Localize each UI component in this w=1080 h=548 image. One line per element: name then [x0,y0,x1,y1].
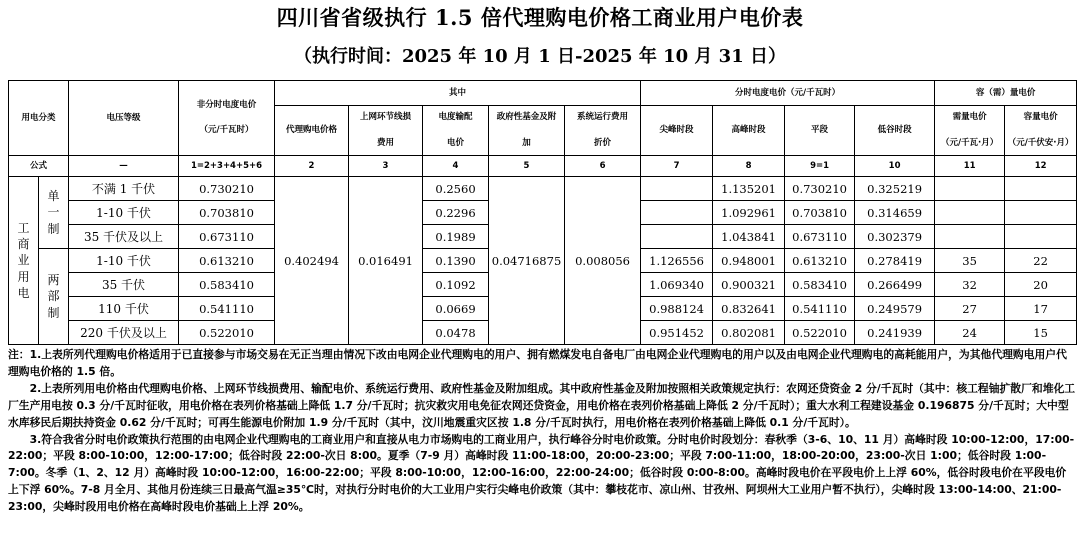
transmission-cell: 0.2296 [423,201,489,225]
flat-cell: 0.730210 [785,177,855,201]
voltage-level-cell: 1-10 千伏 [69,249,179,273]
dual-char: 制 [47,305,60,320]
peak-top-cell [641,225,713,249]
peak-cell: 0.900321 [713,273,785,297]
valley-cell: 0.278419 [855,249,935,273]
header-peak: 高峰时段 [713,106,785,156]
notes-section [8,347,1076,516]
header-system-cost [565,106,641,156]
formula-cell: 10 [855,156,935,177]
flat-cell: 0.673110 [785,225,855,249]
flat-cell: 0.583410 [785,273,855,297]
peak-cell: 1.092961 [713,201,785,225]
note-2: 2.上表所列用电价格由代理购电价格、上网环节线损费用、输配电价、系统运行费用、政府性基金及附加组成。其中政府性基金及附加按照相关政策规定执行：农网还贷资金 2 分/千瓦时（其中：核工程铀扩散厂和堆化工厂生产用电按 0.3 分/千瓦时征收，用电价格在表列价格基础上降低 1.7 分/千瓦时；抗灾救灾用电免征农网还贷资金，用电价格在表列价格基础上降低 2 分/千瓦时）；重大水利工程建设基金 0.196875 分/千瓦时；大中型水库移民后期扶持资金 0.62 分/千瓦时；可再生能源电价附加 1.9 分/千瓦时（其中，汶川地震重灾区按 1.8 分/千瓦时执行，用电价格在表列价格基础上降低 0.1 分/千瓦时）。 [8,381,1076,429]
header-transmission [423,106,489,156]
single-char: 单 [47,189,60,204]
category-char: 商 [17,237,30,252]
transmission-cell: 0.1390 [423,249,489,273]
demand-cell: 32 [935,273,1005,297]
header-cap-line2: （元/千伏安·月） [1007,137,1074,148]
single-part-label [39,177,69,249]
category-char: 业 [17,253,30,268]
non-tou-cell: 0.522010 [179,321,275,345]
voltage-level-cell: 110 千伏 [69,297,179,321]
demand-cell [935,201,1005,225]
header-system-cost-line2: 折价 [594,137,612,148]
proxy-price-cell: 0.402494 [275,177,349,345]
formula-cell: — [69,156,179,177]
transmission-cell: 0.2560 [423,177,489,201]
header-transmission-line2: 电价 [447,137,465,148]
formula-cell: 5 [489,156,565,177]
header-grid-loss-line1: 上网环节线损 [360,112,412,123]
header-capacity: 容（需）量电价 [935,81,1077,106]
voltage-level-cell: 35 千伏 [69,273,179,297]
capacity-cell: 15 [1005,321,1077,345]
peak-top-cell: 1.126556 [641,249,713,273]
non-tou-cell: 0.541110 [179,297,275,321]
capacity-cell: 17 [1005,297,1077,321]
flat-cell: 0.541110 [785,297,855,321]
non-tou-cell: 0.703810 [179,201,275,225]
header-proxy-price: 代理购电价格 [275,106,349,156]
header-demand-line1: 需量电价 [952,112,987,123]
header-cap [1005,106,1077,156]
capacity-cell [1005,225,1077,249]
peak-top-cell: 0.951452 [641,321,713,345]
header-demand [935,106,1005,156]
formula-row [9,156,1077,177]
voltage-level-cell: 不满 1 千伏 [69,177,179,201]
formula-cell: 11 [935,156,1005,177]
note-1: 注：1.上表所列代理购电价格适用于已直接参与市场交易在无正当理由情况下改由电网企业代理购电的用户、拥有燃煤发电自备电厂由电网企业代理购电的用户以及由电网企业代理购电的高耗能用户，为其他代理购电用户代理购电价格的 1.5 倍。 [8,348,1067,378]
transmission-cell: 0.0669 [423,297,489,321]
valley-cell: 0.241939 [855,321,935,345]
peak-top-cell [641,201,713,225]
table-row [9,177,1077,201]
header-gov-fund [489,106,565,156]
header-among: 其中 [275,81,641,106]
voltage-level-cell: 35 千伏及以上 [69,225,179,249]
price-table [8,80,1077,345]
peak-top-cell: 0.988124 [641,297,713,321]
header-peak-top: 尖峰时段 [641,106,713,156]
header-cap-line1: 容量电价 [1023,112,1058,123]
category-label [9,177,39,345]
header-demand-line2: （元/千瓦·月） [940,137,999,148]
single-char: 制 [47,221,60,236]
dual-char: 两 [47,273,60,288]
header-gov-fund-line2: 加 [522,137,531,148]
demand-cell [935,177,1005,201]
header-grid-loss [349,106,423,156]
formula-cell: 4 [423,156,489,177]
formula-cell: 8 [713,156,785,177]
non-tou-cell: 0.613210 [179,249,275,273]
category-char: 电 [17,285,30,300]
header-tou-price: 分时电度电价（元/千瓦时） [641,81,935,106]
transmission-cell: 0.0478 [423,321,489,345]
header-grid-loss-line2: 费用 [377,137,395,148]
grid-loss-cell: 0.016491 [349,177,423,345]
formula-cell: 6 [565,156,641,177]
demand-cell: 24 [935,321,1005,345]
header-row-1 [9,81,1077,106]
demand-cell: 27 [935,297,1005,321]
header-voltage-level: 电压等级 [69,81,179,156]
peak-cell: 1.135201 [713,177,785,201]
flat-cell: 0.703810 [785,201,855,225]
non-tou-cell: 0.673110 [179,225,275,249]
demand-cell [935,225,1005,249]
header-non-tou-line2: （元/千瓦时） [199,125,254,136]
valley-cell: 0.314659 [855,201,935,225]
system-cost-cell: 0.008056 [565,177,641,345]
gov-fund-cell: 0.04716875 [489,177,565,345]
header-gov-fund-line1: 政府性基金及附 [496,112,557,123]
formula-cell: 3 [349,156,423,177]
valley-cell: 0.302379 [855,225,935,249]
formula-cell: 1=2+3+4+5+6 [179,156,275,177]
dual-part-label [39,249,69,345]
capacity-cell [1005,201,1077,225]
formula-cell: 7 [641,156,713,177]
transmission-cell: 0.1989 [423,225,489,249]
header-non-tou-line1: 非分时电度电价 [196,99,257,110]
formula-cell: 12 [1005,156,1077,177]
note-3: 3.符合我省分时电价政策执行范围的由电网企业代理购电的工商业用户和直接从电力市场购电的工商业用户，执行峰谷分时电价政策。分时电价时段划分：春秋季（3-6、10、11 月）高峰时段 10:00-12:00，17:00-22:00；平段 8:00-10:00，12:00-17:00；低谷时段 22:00-次日 8:00。夏季（7-9 月）高峰时段 11:00-18:00，20:00-23:00；平段 7:00-11:00，18:00-20:00，23:00-次日 1:00；低谷时段 1:00-7:00。冬季（1、2、12 月）高峰时段 10:00-12:00，16:00-22:00；平段 8:00-10:00，12:00-16:00，22:00-24:00；低谷时段 0:00-8:00。高峰时段电价在平段电价上上浮 60%，低谷时段电价在平段电价上下浮 60%。7-8 月全月、其他月份连续三日最高气温≥35℃时，对执行分时电价的大工业用户实行尖峰电价政策（其中：攀枝花市、凉山州、甘孜州、阿坝州大工业用户暂不执行），尖峰时段 13:00-14:00、21:00-23:00，尖峰时段用电价格在高峰时段电价基础上上浮 20%。 [8,432,1075,514]
formula-cell: 2 [275,156,349,177]
header-valley: 低谷时段 [855,106,935,156]
header-non-tou-price [179,81,275,156]
flat-cell: 0.522010 [785,321,855,345]
capacity-cell: 22 [1005,249,1077,273]
category-char: 工 [17,221,30,236]
category-char: 用 [17,269,30,284]
peak-top-cell: 1.069340 [641,273,713,297]
flat-cell: 0.613210 [785,249,855,273]
peak-cell: 0.832641 [713,297,785,321]
peak-top-cell [641,177,713,201]
voltage-level-cell: 1-10 千伏 [69,201,179,225]
valley-cell: 0.325219 [855,177,935,201]
header-user-category: 用电分类 [9,81,69,156]
capacity-cell [1005,177,1077,201]
header-system-cost-line1: 系统运行费用 [577,112,629,123]
valley-cell: 0.249579 [855,297,935,321]
page-subtitle: （执行时间：2025 年 10 月 1 日-2025 年 10 月 31 日） [293,46,786,67]
capacity-cell: 20 [1005,273,1077,297]
dual-char: 部 [47,289,60,304]
header-transmission-line1: 电度输配 [438,112,473,123]
single-char: 一 [47,205,60,220]
demand-cell: 35 [935,249,1005,273]
transmission-cell: 0.1092 [423,273,489,297]
formula-cell: 9=1 [785,156,855,177]
header-flat: 平段 [785,106,855,156]
valley-cell: 0.266499 [855,273,935,297]
peak-cell: 0.802081 [713,321,785,345]
non-tou-cell: 0.730210 [179,177,275,201]
page-title: 四川省省级执行 1.5 倍代理购电价格工商业用户电价表 [276,5,804,30]
peak-cell: 0.948001 [713,249,785,273]
non-tou-cell: 0.583410 [179,273,275,297]
formula-cell: 公式 [9,156,69,177]
peak-cell: 1.043841 [713,225,785,249]
voltage-level-cell: 220 千伏及以上 [69,321,179,345]
